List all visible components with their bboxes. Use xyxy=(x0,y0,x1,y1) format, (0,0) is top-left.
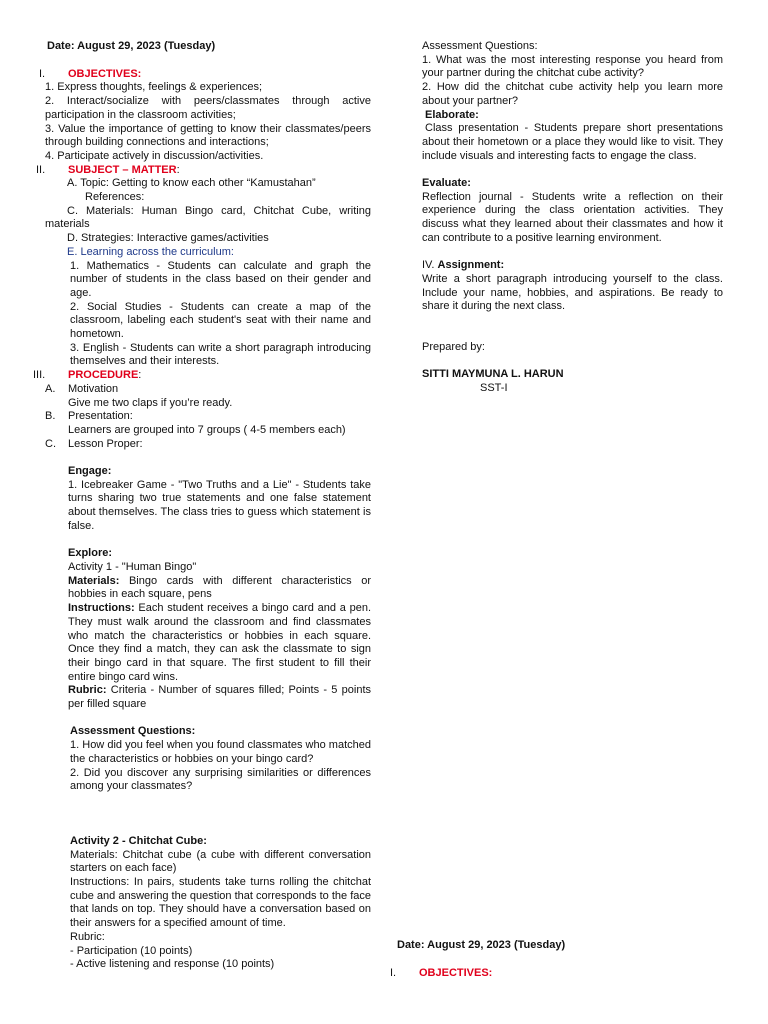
subject-matter-colon: : xyxy=(176,163,180,176)
materials-paragraph xyxy=(68,575,371,602)
date-heading-repeat: Date: August 29, 2023 (Tuesday) xyxy=(397,939,566,951)
rubric-label: Rubric: xyxy=(68,684,107,697)
materials-text: Bingo cards with different characteristics or hobbies in each square, pens xyxy=(68,574,372,601)
evaluate-text: Reflection journal - Students write a reflection on their experience during the class orientation activities. They discuss what they learned about their classmates and how it can contribute to a positive learning environment. xyxy=(422,190,723,244)
instructions-paragraph xyxy=(68,602,371,684)
activity2-materials: Materials: Chitchat cube (a cube with different conversation starters on each face) xyxy=(70,848,371,875)
learning-across-line: E. Learning across the curriculum: xyxy=(67,245,234,258)
objective-item: 4. Participate actively in discussion/activities. xyxy=(45,149,264,162)
lesson-proper-body xyxy=(68,465,371,972)
rubric-paragraph xyxy=(68,684,371,711)
assessment-item: 1. How did you feel when you found classmates who matched the characteristics or hobbies on your bingo card? xyxy=(70,739,371,765)
objectives-heading-repeat xyxy=(390,967,730,981)
assessment-item: 2. Did you discover any surprising similarities or differences among your classmates? xyxy=(70,766,371,793)
motivation-text: Give me two claps if you’re ready. xyxy=(68,396,233,409)
assignment-text: Write a short paragraph introducing yourself to the class. Include your name, hobbies, and aspirations. Be ready to share it during the next class. xyxy=(422,272,723,313)
presentation-title: Presentation: xyxy=(68,410,133,423)
subject-matter-heading xyxy=(36,164,371,178)
materials-label: Materials: xyxy=(68,574,120,587)
assessment-item: 1. What was the most interesting response you heard from your partner during the chitchat cube activity? xyxy=(422,53,723,80)
materials-line: C. Materials: Human Bingo card, Chitchat Cube, writing materials xyxy=(45,204,371,231)
assessment-heading-right: Assessment Questions: xyxy=(422,40,538,52)
preparer-name: SITTI MAYMUNA L. HARUN xyxy=(422,368,564,381)
next-page-start xyxy=(390,939,730,980)
procedure-heading xyxy=(33,369,371,383)
objective-item: 3. Value the importance of getting to know their classmates/peers through building connections and interactions; xyxy=(45,122,371,149)
rubric-text: Criteria - Number of squares filled; Points - 5 points per filled square xyxy=(68,684,371,711)
lesson-proper-heading xyxy=(45,438,371,452)
instructions-text: Each student receives a bingo card and a pen. They must walk around the classroom and find classmates who match the characteristics or hobbies in each square. Once they find a match, they can ask the classmate to sign their bingo card in that square. The first student to fill their entire bingo card wins. xyxy=(68,602,372,683)
explore-heading: Explore: xyxy=(68,547,113,560)
instructions-label: Instructions: xyxy=(68,602,135,615)
assignment-numeral: IV. xyxy=(422,259,435,272)
preparer-title: SST-I xyxy=(480,382,508,395)
motivation-title: Motivation xyxy=(68,382,119,395)
activity2-heading: Activity 2 - Chitchat Cube: xyxy=(70,834,207,847)
objective-item: 1. Express thoughts, feelings & experiences; xyxy=(45,81,263,94)
assessment-heading: Assessment Questions: xyxy=(70,725,196,738)
objectives-numeral-repeat: I. xyxy=(390,966,397,979)
elaborate-heading: Elaborate: xyxy=(425,108,479,121)
curriculum-item: 3. English - Students can write a short paragraph introducing themselves and their interests. xyxy=(70,341,371,368)
right-column xyxy=(422,40,723,396)
activity2-instructions: Instructions: In pairs, students take turns rolling the chitchat cube and answering the question that corresponds to the face that lands on top. They should have a conversation based on their answers for a specified amount of time. xyxy=(70,876,371,930)
elaborate-text: Class presentation - Students prepare short presentations about their hometown or a place they would like to visit. They include visuals and interesting facts to engage the class. xyxy=(422,122,723,162)
assignment-title: Assignment: xyxy=(437,259,505,272)
subject-matter-numeral: II. xyxy=(36,163,46,176)
activity1-title: Activity 1 - "Human Bingo" xyxy=(68,560,197,573)
objectives-title-repeat: OBJECTIVES: xyxy=(419,966,493,979)
assessment-item: 2. How did the chitchat cube activity help you learn more about your partner? xyxy=(422,81,723,107)
presentation-label: B. xyxy=(45,410,56,423)
curriculum-item: 1. Mathematics - Students can calculate and graph the number of students in the class based on their gender and age. xyxy=(70,259,371,299)
prepared-by-label: Prepared by: xyxy=(422,341,485,354)
motivation-label: A. xyxy=(45,382,56,395)
presentation-text: Learners are grouped into 7 groups ( 4-5 members each) xyxy=(68,423,346,436)
procedure-numeral: III. xyxy=(33,369,46,382)
engage-heading: Engage: xyxy=(68,465,112,478)
objective-item: 2. Interact/socialize with peers/classmates through active participation in the classroom activities; xyxy=(45,95,371,121)
engage-text: 1. Icebreaker Game - "Two Truths and a Lie" - Students take turns sharing two true statements and one false statement about themselves. The class tries to guess which statement is false. xyxy=(68,478,371,532)
activity2-point: - Active listening and response (10 points) xyxy=(70,958,275,971)
topic-line: A. Topic: Getting to know each other “Kamustahan” xyxy=(67,177,316,190)
objectives-numeral: I. xyxy=(39,67,46,80)
activity2-point: - Participation (10 points) xyxy=(70,944,193,957)
subject-matter-title: SUBJECT – MATTER xyxy=(68,163,177,176)
lesson-proper-label: C. xyxy=(45,437,56,450)
procedure-colon: : xyxy=(138,369,142,382)
objectives-title: OBJECTIVES: xyxy=(68,67,142,80)
procedure-title: PROCEDURE xyxy=(68,369,139,382)
activity2-rubric: Rubric: xyxy=(70,930,105,943)
assignment-heading xyxy=(422,259,723,273)
presentation-heading xyxy=(45,410,371,424)
motivation-heading xyxy=(45,383,371,397)
left-column xyxy=(33,40,372,972)
references-line: References: xyxy=(85,191,145,204)
curriculum-item: 2. Social Studies - Students can create a map of the classroom, labeling each student's seat with their name and hometown. xyxy=(70,300,371,341)
lesson-proper-title: Lesson Proper: xyxy=(68,437,143,450)
objectives-heading xyxy=(39,68,371,82)
strategies-line: D. Strategies: Interactive games/activities xyxy=(67,232,269,245)
date-heading: Date: August 29, 2023 (Tuesday) xyxy=(47,40,216,52)
evaluate-heading: Evaluate: xyxy=(422,177,471,190)
